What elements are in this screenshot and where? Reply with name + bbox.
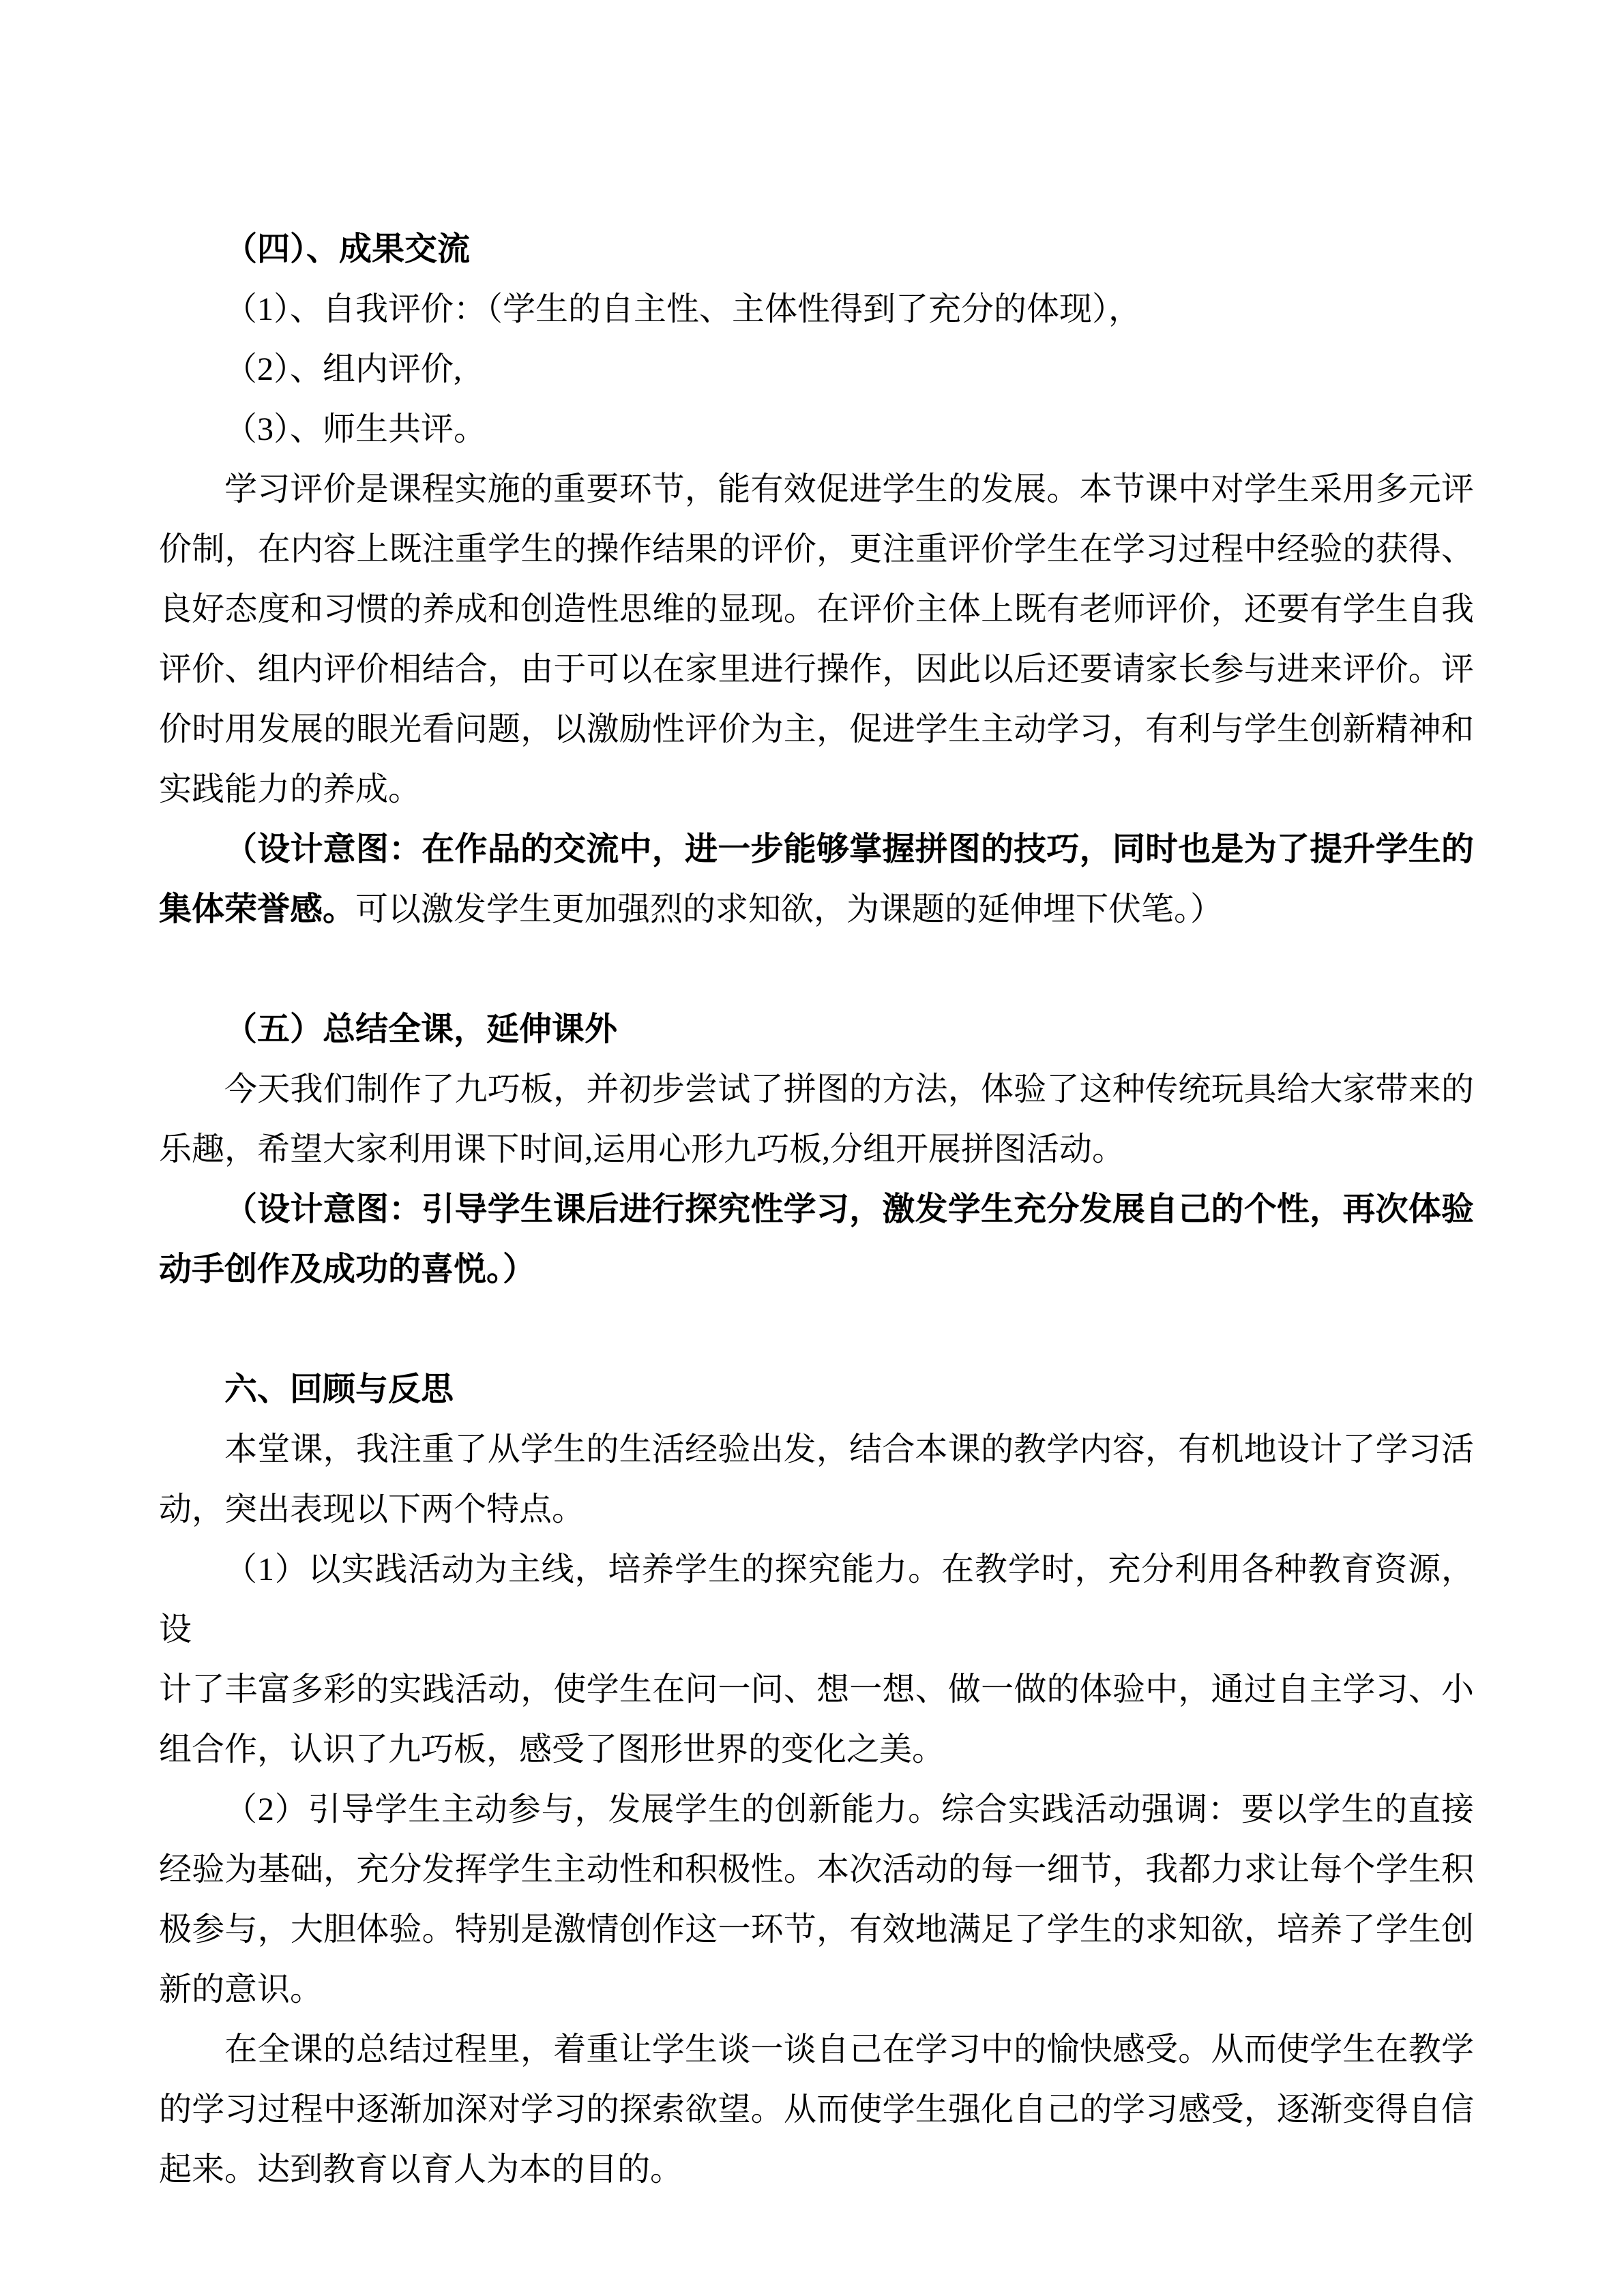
text-segment: 起来。达到教育以育人为本的目的。 xyxy=(159,2151,683,2188)
text-line xyxy=(159,2140,1474,2200)
text-segment: （设计意图：引导学生课后进行探究性学习，激发学生充分发展自己的个性，再次体验 xyxy=(224,1191,1474,1227)
text-line xyxy=(159,1900,1474,1960)
text-line xyxy=(159,1120,1474,1180)
text-segment: 在全课的总结过程里，着重让学生谈一谈自己在学习中的愉快感受。从而使学生在教学 xyxy=(224,2031,1474,2068)
text-segment: （设计意图：在作品的交流中，进一步能够掌握拼图的技巧，同时也是为了提升学生的 xyxy=(224,831,1474,867)
text-line xyxy=(159,2080,1474,2140)
text-line xyxy=(159,1420,1474,1480)
text-segment: （1）以实践活动为主线，培养学生的探究能力。在教学时，充分利用各种教育资源，设 xyxy=(159,1551,1474,1648)
text-line xyxy=(159,340,1474,400)
text-segment: 良好态度和习惯的养成和创造性思维的显现。在评价主体上既有老师评价，还要有学生自我 xyxy=(159,591,1474,627)
text-segment: （1）、自我评价：（学生的自主性、主体性得到了充分的体现）， xyxy=(224,291,1142,327)
text-line xyxy=(159,1960,1474,2020)
text-segment: 计了丰富多彩的实践活动，使学生在问一问、想一想、做一做的体验中，通过自主学习、小 xyxy=(159,1671,1474,1708)
text-segment: 动，突出表现以下两个特点。 xyxy=(159,1491,585,1527)
text-line xyxy=(159,700,1474,760)
text-segment: 六、回顾与反思 xyxy=(224,1371,454,1407)
text-line xyxy=(159,1180,1474,1240)
text-line xyxy=(159,820,1474,880)
blank-line xyxy=(159,1300,1474,1360)
text-line xyxy=(159,460,1474,520)
text-line xyxy=(159,1720,1474,1780)
text-segment: 可以激发学生更加强烈的求知欲，为课题的延伸埋下伏笔。） xyxy=(355,891,1224,927)
text-line xyxy=(159,1660,1474,1720)
text-segment: 价制，在内容上既注重学生的操作结果的评价，更注重评价学生在学习过程中经验的获得、 xyxy=(159,531,1474,567)
text-line xyxy=(159,1540,1474,1660)
text-line xyxy=(159,1060,1474,1120)
text-segment: （四）、成果交流 xyxy=(224,231,471,267)
document-body xyxy=(159,220,1474,2200)
text-segment: 实践能力的养成。 xyxy=(159,771,422,807)
text-segment: （五）总结全课，延伸课外 xyxy=(224,1011,618,1047)
text-segment: 本堂课，我注重了从学生的生活经验出发，结合本课的教学内容，有机地设计了学习活 xyxy=(224,1431,1474,1467)
text-segment: （2）引导学生主动参与，发展学生的创新能力。综合实践活动强调：要以学生的直接 xyxy=(224,1791,1474,1828)
text-segment: 组合作，认识了九巧板，感受了图形世界的变化之美。 xyxy=(159,1731,945,1768)
text-line xyxy=(159,580,1474,640)
text-segment: 乐趣，希望大家利用课下时间,运用心形九巧板,分组开展拼图活动。 xyxy=(159,1131,1125,1167)
text-line xyxy=(159,760,1474,820)
text-segment: 经验为基础，充分发挥学生主动性和积极性。本次活动的每一细节，我都力求让每个学生积 xyxy=(159,1851,1474,1888)
text-line xyxy=(159,640,1474,700)
text-line xyxy=(159,280,1474,340)
text-segment: 新的意识。 xyxy=(159,1971,323,2008)
text-line xyxy=(159,520,1474,580)
text-line xyxy=(159,1000,1474,1060)
text-segment: 评价、组内评价相结合，由于可以在家里进行操作，因此以后还要请家长参与进来评价。评 xyxy=(159,651,1474,687)
text-line xyxy=(159,1780,1474,1840)
text-line xyxy=(159,1480,1474,1540)
text-line xyxy=(159,1360,1474,1420)
text-segment: （3）、师生共评。 xyxy=(224,411,487,447)
text-segment: 学习评价是课程实施的重要环节，能有效促进学生的发展。本节课中对学生采用多元评 xyxy=(224,471,1474,507)
text-segment: 动手创作及成功的喜悦。） xyxy=(159,1251,536,1287)
text-segment: 集体荣誉感。 xyxy=(159,891,356,927)
text-line xyxy=(159,1240,1474,1300)
text-segment: 的学习过程中逐渐加深对学习的探索欲望。从而使学生强化自己的学习感受，逐渐变得自信 xyxy=(159,2091,1474,2128)
text-line xyxy=(159,2020,1474,2080)
text-line xyxy=(159,400,1474,460)
text-line xyxy=(159,1840,1474,1900)
text-segment: 极参与，大胆体验。特别是激情创作这一环节，有效地满足了学生的求知欲，培养了学生创 xyxy=(159,1911,1474,1948)
text-segment: 今天我们制作了九巧板，并初步尝试了拼图的方法，体验了这种传统玩具给大家带来的 xyxy=(224,1071,1474,1107)
text-line xyxy=(159,220,1474,280)
text-segment: （2）、组内评价, xyxy=(224,351,462,387)
blank-line xyxy=(159,940,1474,1000)
text-segment: 价时用发展的眼光看问题，以激励性评价为主，促进学生主动学习，有利与学生创新精神和 xyxy=(159,711,1474,747)
text-line xyxy=(159,880,1474,940)
